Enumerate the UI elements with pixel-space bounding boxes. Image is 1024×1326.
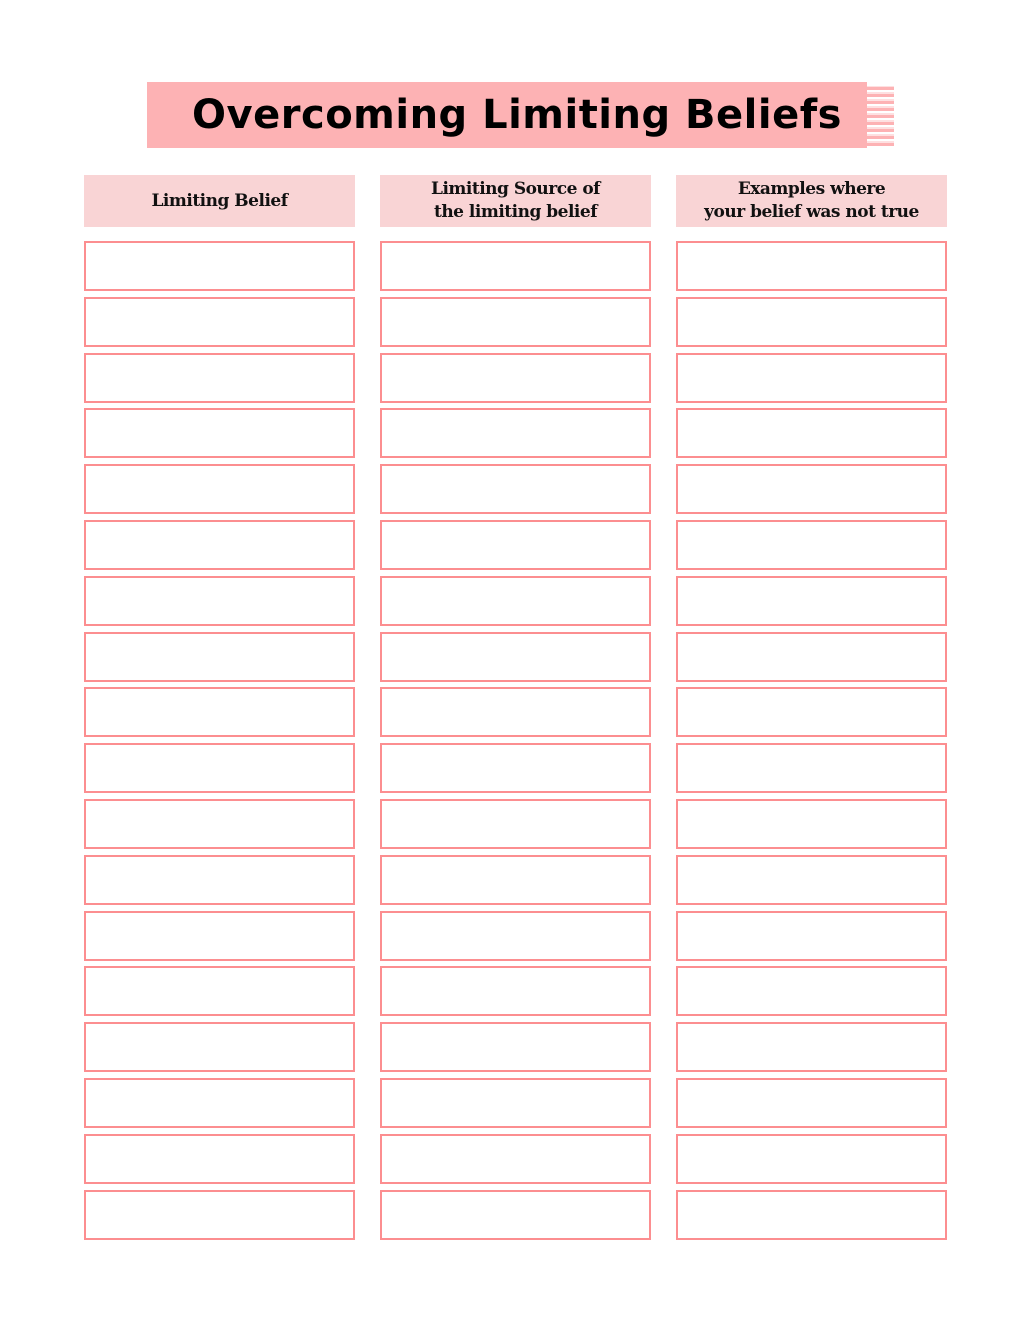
column-header: Limiting Belief bbox=[84, 175, 355, 227]
entry-field[interactable] bbox=[84, 966, 355, 1016]
entry-field[interactable] bbox=[676, 799, 947, 849]
entry-field[interactable] bbox=[380, 464, 651, 514]
entry-field[interactable] bbox=[84, 464, 355, 514]
entry-field[interactable] bbox=[380, 743, 651, 793]
column-examples-not-true bbox=[676, 175, 947, 227]
entry-field[interactable] bbox=[380, 911, 651, 961]
entry-field[interactable] bbox=[84, 1134, 355, 1184]
entry-field[interactable] bbox=[84, 632, 355, 682]
entry-field[interactable] bbox=[84, 855, 355, 905]
entry-field[interactable] bbox=[380, 1078, 651, 1128]
entry-field[interactable] bbox=[380, 241, 651, 291]
entry-field[interactable] bbox=[676, 241, 947, 291]
entry-field[interactable] bbox=[84, 408, 355, 458]
entry-field[interactable] bbox=[380, 1190, 651, 1240]
entry-field[interactable] bbox=[380, 1134, 651, 1184]
entry-field[interactable] bbox=[676, 576, 947, 626]
entry-field[interactable] bbox=[676, 1022, 947, 1072]
entry-field[interactable] bbox=[676, 911, 947, 961]
entry-field[interactable] bbox=[84, 743, 355, 793]
page-title: Overcoming Limiting Beliefs bbox=[192, 92, 842, 138]
entry-field[interactable] bbox=[84, 1022, 355, 1072]
entry-field[interactable] bbox=[380, 1022, 651, 1072]
column-limiting-source bbox=[380, 175, 651, 227]
entry-field[interactable] bbox=[380, 576, 651, 626]
entry-field[interactable] bbox=[380, 520, 651, 570]
entry-field[interactable] bbox=[676, 1190, 947, 1240]
entry-field[interactable] bbox=[676, 408, 947, 458]
entry-field[interactable] bbox=[380, 855, 651, 905]
entry-field[interactable] bbox=[676, 297, 947, 347]
entry-field[interactable] bbox=[676, 632, 947, 682]
entry-field[interactable] bbox=[676, 464, 947, 514]
entry-field[interactable] bbox=[676, 520, 947, 570]
entry-field[interactable] bbox=[84, 241, 355, 291]
column-header: Examples where your belief was not true bbox=[676, 175, 947, 227]
entry-field[interactable] bbox=[84, 520, 355, 570]
entry-field[interactable] bbox=[380, 408, 651, 458]
entry-field[interactable] bbox=[676, 966, 947, 1016]
entry-field[interactable] bbox=[676, 687, 947, 737]
entry-field[interactable] bbox=[676, 353, 947, 403]
entry-field[interactable] bbox=[380, 632, 651, 682]
entry-field[interactable] bbox=[380, 353, 651, 403]
entry-field[interactable] bbox=[676, 1134, 947, 1184]
entry-field[interactable] bbox=[380, 799, 651, 849]
entry-field[interactable] bbox=[380, 297, 651, 347]
entry-field[interactable] bbox=[380, 966, 651, 1016]
entry-field[interactable] bbox=[676, 743, 947, 793]
column-limiting-belief bbox=[84, 175, 355, 227]
entry-field[interactable] bbox=[380, 687, 651, 737]
entry-field[interactable] bbox=[84, 687, 355, 737]
entry-field[interactable] bbox=[84, 799, 355, 849]
entry-field[interactable] bbox=[84, 297, 355, 347]
entry-field[interactable] bbox=[84, 1190, 355, 1240]
entry-field[interactable] bbox=[676, 1078, 947, 1128]
column-header: Limiting Source of the limiting belief bbox=[380, 175, 651, 227]
entry-field[interactable] bbox=[84, 1078, 355, 1128]
entry-field[interactable] bbox=[84, 576, 355, 626]
entry-field[interactable] bbox=[84, 911, 355, 961]
entry-field[interactable] bbox=[84, 353, 355, 403]
entry-field[interactable] bbox=[676, 855, 947, 905]
